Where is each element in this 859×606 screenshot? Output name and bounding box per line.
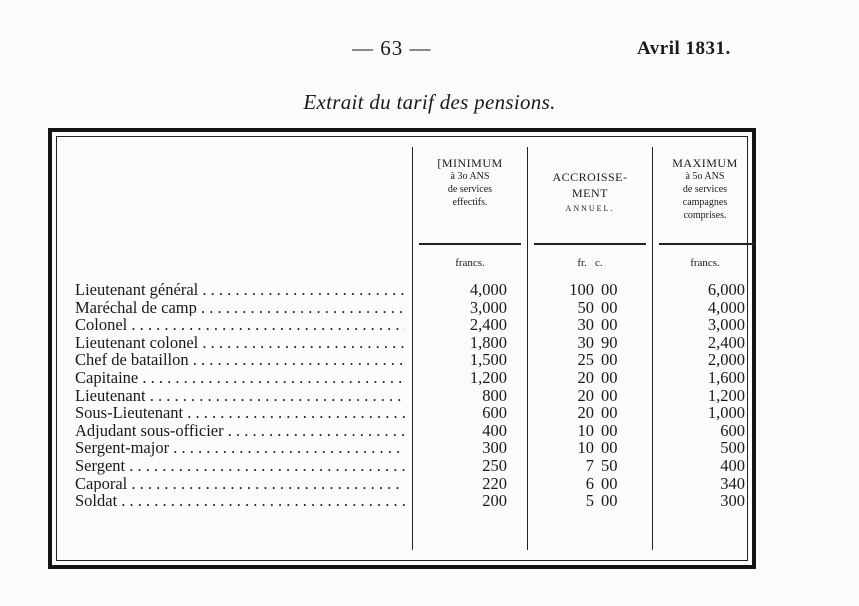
header-line: campagnes	[682, 197, 728, 208]
accroissement-francs: 50	[577, 297, 594, 317]
accroissement-francs: 6	[585, 473, 594, 493]
grade-label: Sous-Lieutenant . . .	[75, 404, 405, 422]
table-inner-border	[56, 136, 748, 561]
table-title: Extrait du tarif des pensions.	[303, 90, 556, 114]
maximum-value: 340	[720, 473, 745, 493]
table-row	[69, 334, 747, 352]
table-body	[69, 281, 747, 510]
accroissement-centimes: 90	[601, 332, 618, 352]
grade-label: Soldat . . .	[75, 492, 405, 510]
accroissement-francs: 20	[577, 385, 594, 405]
header-line: MENT	[572, 186, 608, 200]
header-line: de services	[447, 184, 493, 195]
header-line: comprises.	[683, 210, 727, 221]
accroissement-francs: 5	[585, 491, 594, 511]
header-line: de services	[682, 184, 728, 195]
table-row	[69, 492, 747, 510]
maximum-value: 1,000	[707, 403, 745, 423]
grade-label: Colonel . . .	[75, 316, 405, 334]
accroissement-centimes: 00	[601, 491, 618, 511]
accroissement-francs: 25	[577, 350, 594, 370]
minimum-value: 1,500	[469, 350, 507, 370]
accroissement-centimes: 00	[601, 385, 618, 405]
grade-label: Adjudant sous-officier . . .	[75, 422, 405, 440]
minimum-value: 2,400	[469, 315, 507, 335]
table-row	[69, 387, 747, 405]
page-number: — 63 —	[352, 36, 432, 60]
unit-label-minimum: francs.	[455, 257, 485, 269]
accroissement-francs: 30	[577, 315, 594, 335]
accroissement-centimes: 00	[601, 473, 618, 493]
grade-label: Sergent-major . . .	[75, 439, 405, 457]
header-rule	[534, 243, 646, 245]
grade-label: Chef de bataillon . . .	[75, 351, 405, 369]
maximum-value: 6,000	[707, 280, 745, 299]
grade-label: Capitaine . . .	[75, 369, 405, 387]
maximum-value: 400	[720, 455, 745, 475]
accroissement-centimes: 00	[601, 438, 618, 458]
grade-label: Maréchal de camp . . .	[75, 299, 405, 317]
maximum-value: 2,400	[707, 332, 745, 352]
accroissement-centimes: 00	[601, 297, 618, 317]
minimum-value: 220	[482, 473, 507, 493]
accroissement-centimes: 00	[601, 403, 618, 423]
header-line: ANNUEL.	[565, 204, 615, 213]
column-header-accroissement	[530, 169, 650, 217]
pension-table	[48, 128, 756, 569]
header-line: ACCROISSE-	[552, 170, 628, 184]
maximum-value: 300	[720, 491, 745, 511]
header-line: [MINIMUM	[437, 156, 503, 170]
grade-label: Sergent . . .	[75, 457, 405, 475]
header-rule	[659, 243, 755, 245]
maximum-value: 2,000	[707, 350, 745, 370]
grade-label: Lieutenant général . . .	[75, 281, 405, 299]
maximum-value: 1,200	[707, 385, 745, 405]
unit-label-accroissement: fr. c.	[577, 257, 603, 269]
accroissement-francs: 100	[569, 280, 594, 299]
accroissement-centimes: 50	[601, 455, 618, 475]
header-line: à 5o ANS	[685, 171, 725, 182]
minimum-value: 200	[482, 491, 507, 511]
accroissement-francs: 10	[577, 420, 594, 440]
maximum-value: 3,000	[707, 315, 745, 335]
maximum-value: 600	[720, 420, 745, 440]
grade-label: Lieutenant . . .	[75, 387, 405, 405]
header-rule	[419, 243, 521, 245]
accroissement-centimes: 00	[601, 367, 618, 387]
accroissement-centimes: 00	[601, 280, 618, 299]
page-date: Avril 1831.	[637, 38, 731, 59]
accroissement-centimes: 00	[601, 350, 618, 370]
minimum-value: 3,000	[469, 297, 507, 317]
minimum-value: 4,000	[469, 280, 507, 299]
header-line: MAXIMUM	[672, 156, 738, 170]
accroissement-francs: 30	[577, 332, 594, 352]
table-row	[69, 404, 747, 422]
column-header-minimum	[415, 157, 525, 209]
table-row	[69, 439, 747, 457]
minimum-value: 300	[482, 438, 507, 458]
table-row	[69, 475, 747, 493]
grade-label: Lieutenant colonel . . .	[75, 334, 405, 352]
table-row	[69, 299, 747, 317]
minimum-value: 1,800	[469, 332, 507, 352]
header-line: effectifs.	[452, 197, 488, 208]
unit-label-maximum: francs.	[690, 257, 720, 269]
grade-label: Caporal . . .	[75, 475, 405, 493]
accroissement-francs: 7	[585, 455, 594, 475]
header-line: à 3o ANS	[450, 171, 490, 182]
table-row	[69, 316, 747, 334]
minimum-value: 1,200	[469, 367, 507, 387]
column-header-maximum	[655, 157, 755, 222]
maximum-value: 500	[720, 438, 745, 458]
accroissement-francs: 20	[577, 403, 594, 423]
table-row	[69, 281, 747, 299]
accroissement-francs: 20	[577, 367, 594, 387]
accroissement-centimes: 00	[601, 420, 618, 440]
table-row	[69, 351, 747, 369]
minimum-value: 600	[482, 403, 507, 423]
minimum-value: 400	[482, 420, 507, 440]
table-row	[69, 422, 747, 440]
accroissement-francs: 10	[577, 438, 594, 458]
minimum-value: 800	[482, 385, 507, 405]
maximum-value: 1,600	[707, 367, 745, 387]
table-row	[69, 457, 747, 475]
minimum-value: 250	[482, 455, 507, 475]
maximum-value: 4,000	[707, 297, 745, 317]
table-row	[69, 369, 747, 387]
accroissement-centimes: 00	[601, 315, 618, 335]
